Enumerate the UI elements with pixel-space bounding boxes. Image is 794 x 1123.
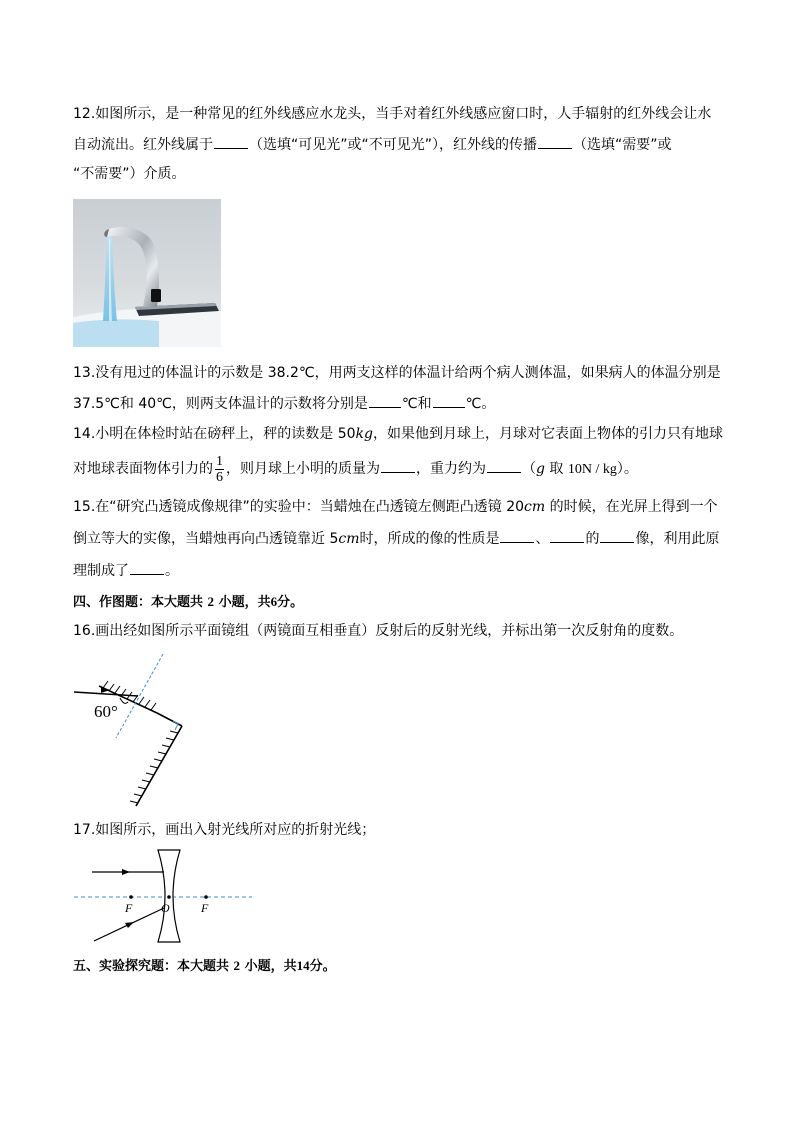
- section-5-mid: 小题，共: [244, 959, 297, 974]
- mirror-2: [136, 726, 182, 806]
- q15-unit-cm-1: cm: [524, 499, 546, 515]
- q15-blank-4[interactable]: [130, 560, 164, 575]
- q13-text-c: ℃。: [465, 396, 496, 412]
- section-4-mid: 小题，共: [218, 595, 271, 610]
- fraction-numerator: 1: [216, 453, 223, 469]
- sensor-faucet-image: [73, 199, 221, 347]
- q14-text-f: （: [522, 461, 536, 477]
- origin-label: O: [161, 901, 170, 915]
- q14-text-a: 14.小明在体检时站在磅秤上，秤的读数是 50: [73, 426, 356, 442]
- q12-text-c: （选填“需要”或: [573, 137, 672, 153]
- concave-lens-figure: [70, 844, 255, 948]
- q13-text-a: 37.5℃和 40℃，则两支体温计的示数将分别是: [73, 396, 368, 412]
- q15-text-c: 倒立等大的实像，当蜡烛再向凸透镜靠近 5: [73, 531, 339, 547]
- mirror-2-hatching: [130, 731, 178, 803]
- q15-text-b: 的时候，在光屏上得到一个: [545, 499, 718, 515]
- incident-ray: [74, 692, 138, 696]
- q13-line-2: [73, 393, 495, 414]
- q15-text-g: 像，利用此原: [635, 531, 720, 547]
- oblique-ray-arrow-icon: [125, 922, 134, 928]
- q15-line-3: [73, 560, 179, 581]
- q15-text-e: 、: [535, 531, 550, 547]
- q15-unit-cm-2: cm: [338, 531, 360, 547]
- section-4-label: 四、作图题：本大题共: [73, 595, 204, 610]
- parallel-ray-arrow-icon: [122, 869, 130, 875]
- g-symbol: g: [536, 461, 545, 477]
- q14-text-d: ，则月球上小明的质量为: [226, 461, 380, 477]
- q12-text-a: 自动流出。红外线属于: [73, 137, 213, 153]
- q15-blank-3[interactable]: [600, 528, 634, 543]
- q15-line-2: [73, 528, 719, 549]
- q14-text-c: 对地球表面物体引力的: [73, 461, 213, 477]
- section-5-label: 五、实验探究题：本大题共: [73, 959, 230, 974]
- q14-text-b: ，如果他到月球上，月球对它表面上物体的引力只有地球: [372, 426, 723, 442]
- focal-point-left: [129, 895, 133, 899]
- section-5-score: 14: [296, 958, 310, 973]
- q14-unit-kg: kg: [355, 426, 373, 442]
- q16-text: 16.画出经如图所示平面镜组（两镜面互相垂直）反射后的反射光线，并标出第一次反射角的度数。: [73, 623, 684, 639]
- q12-line-3: “不需要”）介质。: [73, 166, 186, 182]
- q14-text-g: 取: [544, 461, 568, 477]
- q15-blank-1[interactable]: [500, 528, 534, 543]
- q12-line-2: [73, 134, 672, 155]
- section-4-count: 2: [207, 594, 215, 609]
- q14-line-1: [73, 424, 723, 444]
- section-4-heading: [73, 592, 303, 613]
- q14-text-e: ，重力约为: [416, 461, 486, 477]
- section-4-score: 6: [270, 594, 278, 609]
- q13-text-b: ℃和: [401, 396, 432, 412]
- q15-blank-2[interactable]: [550, 528, 584, 543]
- q15-text-a: 15.在“研究凸透镜成像规律”的实验中：当蜡烛在凸透镜左侧距凸透镜 20: [73, 499, 525, 515]
- section-5-count: 2: [233, 958, 241, 973]
- q12-line-1: 12.如图所示，是一种常见的红外线感应水龙头，当手对着红外线感应窗口时，人手辐射的红外线会让水: [73, 106, 712, 122]
- normal-line: [116, 654, 163, 738]
- q13-blank-1[interactable]: [369, 393, 401, 408]
- q13-blank-2[interactable]: [433, 393, 465, 408]
- focus-label-right: F: [201, 901, 209, 915]
- q14-blank-1[interactable]: [381, 458, 415, 473]
- ray-arrow-icon: [101, 687, 110, 693]
- section-5-end: 分。: [309, 959, 336, 974]
- q15-text-h: 理制成了: [73, 563, 129, 579]
- q15-line-1: [73, 497, 718, 517]
- q13-line-1: 13.没有甩过的体温计的示数是 38.2℃，用两支这样的体温计给两个病人测体温，如果病人的体温分别是: [73, 365, 721, 381]
- g-value: 10N / kg: [567, 462, 617, 477]
- fraction-denominator: 6: [216, 469, 223, 485]
- angle-label: 60°: [94, 702, 118, 721]
- optical-center: [167, 895, 171, 899]
- section-5-heading: [73, 956, 336, 977]
- one-sixth-fraction: [215, 454, 224, 485]
- q14-line-2: [73, 452, 638, 487]
- q14-blank-2[interactable]: [487, 458, 521, 473]
- q12-blank-2[interactable]: [538, 134, 572, 149]
- perpendicular-mirrors-figure: [70, 646, 200, 812]
- q14-text-h: ）。: [616, 461, 638, 477]
- q15-text-f: 的: [585, 531, 600, 547]
- q12-text-b: （选填“可见光”或“不可见光”），红外线的传播: [249, 137, 538, 153]
- focus-label-left: F: [125, 901, 133, 915]
- section-4-end: 分。: [277, 595, 304, 610]
- q15-text-d: 时，所成的像的性质是: [359, 531, 500, 547]
- q17-text: 17.如图所示，画出入射光线所对应的折射光线；: [73, 822, 376, 838]
- q12-blank-1[interactable]: [214, 134, 248, 149]
- q15-text-i: 。: [165, 563, 179, 579]
- focal-point-right: [204, 895, 208, 899]
